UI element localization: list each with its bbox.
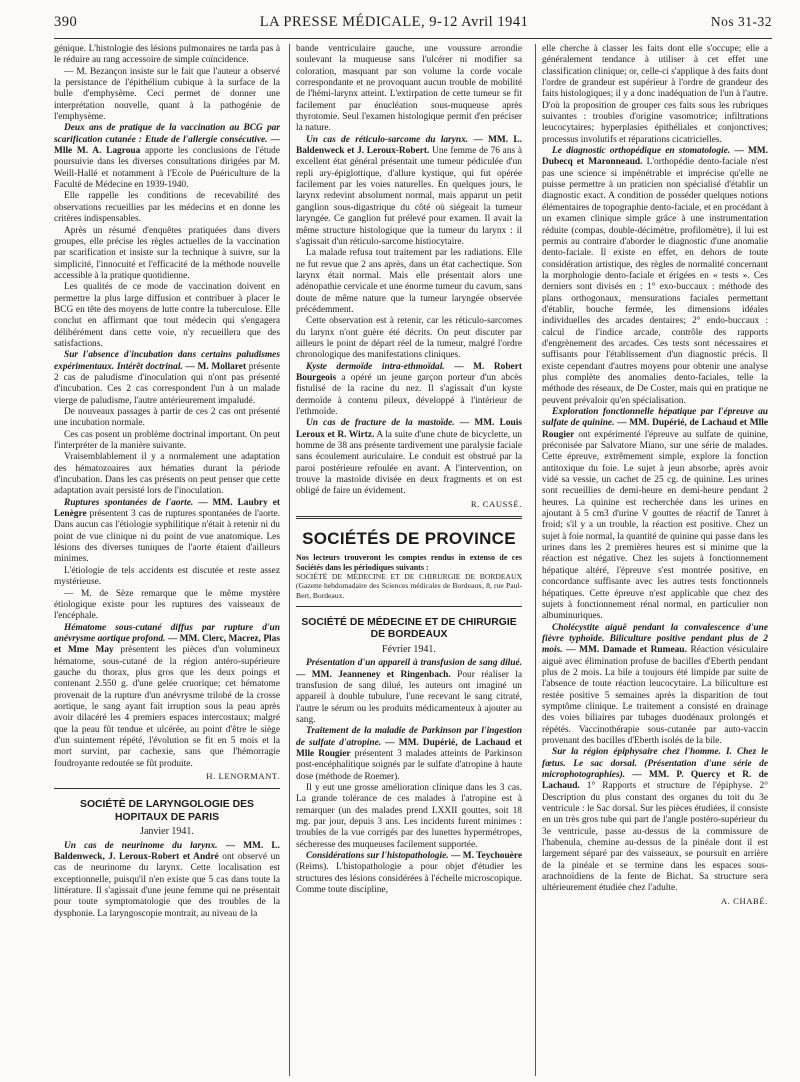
article-text: a opéré un jeune garçon porteur d'un abcès fistulisé de la racine du nez. Il s'agissait d'un kyste dermoïde à contenu pileux, développé à l'intérieur de l'ethmoïde.	[296, 372, 522, 417]
article-title: Considérations sur l'histopathologie.	[306, 851, 449, 862]
article-title: Exploration fonctionnelle hépatique par l'épreuve au sulfate de quinine.	[542, 407, 768, 429]
article	[296, 135, 522, 248]
page-header	[54, 14, 772, 39]
paragraph: elle cherche à classer les faits dont elle s'occupe; elle a généralement tendance à utiliser à cet effet une classification clinique; or, celle-ci s'applique à des faits dont l'ordre de grandeur est supérieur à l'ordre de grandeur des faits histologiques; il y a donc inadéquation de l'un à l'autre. D'où la proposition de grouper ces faits sous les rubriques suivantes : troubles d'origine vasomotrice; infiltrations leucocytaires; hyperplasies épithéliales et conjonctives; processus involutifs et réparations cicatricielles.	[542, 44, 768, 145]
article-authors: — MM. Dubecq et Maronneaud.	[542, 146, 768, 168]
section-title: SOCIÉTÉ DE MÉDECINE ET DE CHIRURGIE DE BORDEAUX	[301, 616, 517, 641]
section-divider	[296, 606, 522, 607]
section-date: Janvier 1941.	[140, 826, 194, 838]
article-title: Kyste dermoïde intra-ethmoïdal.	[306, 361, 445, 372]
article-title: Présentation d'un appareil à transfusion de sang dilué.	[306, 658, 522, 669]
article-title: Sur l'absence d'incubation dans certains paludismes expérimentaux. Intérêt doctrinal.	[54, 350, 280, 372]
article-text: L'orthopédie dento-faciale n'est pas une science si impénétrable et imprécise qu'elle ne puisse permettre à un praticien non spécialisé d'établir un diagnostic exact. A condition de posséder quelques notions élémentaires de topographie dento-faciale, et en procédant à un examen clinique simple grâce à une instrumentation réduite (compas, double-décimètre, profilomètre), il lui est permis au contraire d'aborder le diagnostic d'une anomalie dento-faciale. Il existe en effet, en dehors de toute considération artistique, des règles de normalité concernant la morphologie dento-faciale et érigées en « tests ». Ces derniers sont divisés en : 1° exo-buccaux : méthode des plans orthogonaux, mensurations faciales permettant d'établir, bouche fermée, les dimensions idéales individuelles des arcades dentaires; 2° endo-buccaux : calcul de l'indice arcade, contrôle des rapports d'engrènement des arcades. Ces tests sont nécessaires et suffisants pour l'établissement d'un diagnostic précis. Il existe cependant d'autres moyens pour obtenir une analyse plus complète des anomalies dento-faciales, telle la méthode des réseaux, de De Coster, mais qui en pratique ne peuvent prévaloir qu'en spécialisation.	[542, 157, 768, 406]
article-authors: — Mlle M. A. Lagroua	[54, 134, 280, 157]
article-title: Un cas de fracture de la mastoïde.	[306, 418, 455, 429]
article	[296, 418, 522, 497]
paragraph: — M. Bezançon insiste sur le fait que l'auteur a observé la persistance de l'épithélium cubique à la surface de la bulle d'emphysème. Ceci permet de donner une interprétation nouvelle, quant à la pathogénie de l'emphysème.	[54, 66, 280, 123]
article-title: Sur la région épiphysaire chez l'homme. I. Chez le fœtus. Le sac dorsal. (Présentation d'une série de microphotographies).	[542, 747, 768, 780]
paragraph: Ces cas posent un problème doctrinal important. On peut l'interpréter de la manière suivante.	[54, 429, 280, 452]
article	[54, 841, 280, 920]
paragraph: L'étiologie de tels accidents est discutée et reste assez mystérieuse.	[54, 565, 280, 588]
article-text: A la suite d'une chute de bicyclette, un homme de 38 ans présente tardivement une paralysie faciale sans écoulement auriculaire. Le conduit est obstrué par la paroi postérieure refoulée en avant. A l'intervention, on trouve la mastoïde divisée en deux fragments et on est obligé de faire un évidement.	[296, 429, 522, 497]
paragraph: Vraisemblablement il y a normalement une adaptation des hématozoaires aux hématies durant la période d'incubation. Dans les cas présents on peut penser que cette adaptation avait persisté lors de l'inoculation.	[54, 452, 280, 497]
article-title: Traitement de la maladie de Parkinson par l'ingestion de sulfate d'atropine.	[296, 726, 522, 748]
signature: H. LENORMANT.	[206, 771, 280, 781]
journal-name: LA PRESSE MÉDICALE,	[259, 14, 426, 30]
article-text: Une femme de 76 ans à excellent état général présentait une tumeur pédiculée d'un repli ary-épiglottique, d'allure kystique, qui fut opérée facilement par les voies naturelles. En quelques jours, le larynx redevint absolument normal, mais apparut un petit ganglion sous-digastrique du côté où siégeait la tumeur laryngée. Ce ganglion fut prélevé pour examen. Il avait la même structure histologique que la tumeur du larynx : il s'agissait d'un réticulo-sarcome histiocytaire.	[296, 146, 522, 247]
article-authors: — MM. Clerc, Macrez, Plas et Mme May	[54, 633, 280, 656]
page-number: 390	[54, 14, 78, 30]
article	[542, 407, 768, 623]
issue-date: 9-12 Avril 1941	[429, 14, 529, 30]
article-authors: — MM. Dupérié, de Lachaud et Mlle Rougier	[542, 418, 768, 440]
column-right	[542, 44, 768, 1076]
article-authors: — MM. Damade et Rumeau.	[566, 645, 687, 656]
article-text: Pour réaliser la transfusion de sang dilué, les auteurs ont imaginé un appareil à double tubulure, l'une recevant le sang citraté, l'autre le sérum ou les produits médicamenteux à ajouter au sang.	[296, 669, 522, 725]
text-columns	[54, 44, 776, 1076]
article-authors: — M. Mollaret	[185, 361, 247, 372]
journal-title	[260, 14, 529, 31]
article-authors: — MM. Dupérié, de Lachaud et Mlle Rougier	[296, 737, 522, 759]
article-text: apporte les conclusions de l'étude poursuivie dans les diverses consultations dirigées par M. Weill-Hallé et notamment à l'Ecole de Puériculture de la Faculté de Médecine en 1939-1940.	[54, 146, 280, 191]
paragraph: Les qualités de ce mode de vaccination doivent en permettre la plus large diffusion et contribuer à placer le BCG en tête des moyens de lutte contre la tuberculose. Elle conclut en affirmant que tout médecin qui s'engagera délibérément dans cette voie, n'y recueillera que des satisfactions.	[54, 282, 280, 349]
paragraph: Elle rappelle les conditions de recevabilité des observations recueillies par les médecins et en donne les critères indispensables.	[54, 191, 280, 225]
paragraph: Cette observation est à retenir, car les réticulo-sarcomes du larynx n'ont guère été décrits. On peut discuter par ailleurs le point de départ réel de la tumeur, malgré l'ordre chronologique des manifestations cliniques.	[296, 316, 522, 361]
article-text: ont observé un cas de neurinome du larynx. Cette localisation est exceptionnelle, puisqu'il n'en existe que 5 cas dans toute la littérature. Il s'agissait d'une jeune femme qui ne présentait pour toute symptomatologie que des troubles de la dysphonie. La laryngoscopie montrait, au niveau de la	[54, 852, 280, 919]
paragraph: bande ventriculaire gauche, une voussure arrondie soulevant la muqueuse sans l'ulcérer ni modifier sa coloration, masquant par son volume la corde vocale correspondante et ne provoquant aucun trouble de mobilité de l'hémi-larynx atteint. L'extirpation de cette tumeur se fit facilement par énucléation sous-muqueuse après thyrotomie. Seul l'examen histologique permit d'en préciser la nature.	[296, 44, 522, 134]
column-rule	[289, 44, 290, 1076]
article	[296, 851, 522, 896]
issue-number: Nos 31-32	[710, 14, 772, 29]
paragraph: génique. L'histologie des lésions pulmonaires ne tarda pas à le réduire au rang accessoire de simple coïncidence.	[54, 44, 280, 66]
article-text: 1° Rapports et structure de l'épiphyse. 2° Description du plus constant des organes du toit du 3e ventricule : le Sac dorsal. Sur les pièces étudiées, il consiste en un très gros tube qui part de l'angle postéro-supérieur du 3e ventricule, passe au-dessus de la commissure de l'habenula, chemine au-dessus de la pinéale dont il est largement séparé par des vaisseaux, se poursuit en arrière de la pinéale et se termine dans les espaces sous-arachnoïdiens de la fente de Bichat. Sa structure sera ultérieurement étudiée chez l'adulte.	[542, 781, 768, 894]
article-authors: — M. Teychouère	[450, 851, 522, 862]
article	[54, 123, 280, 191]
article-text: présentent 3 malades atteints de Parkinson post-encéphalitique soignés par le sulfate d'atropine à haute dose (méthode de Roemer).	[296, 748, 522, 782]
article-title: Hématome sous-cutané diffus par rupture d'un anévrysme aortique profond.	[54, 622, 280, 644]
article-authors: — MM. Louis Leroux et R. Wirtz.	[296, 418, 522, 440]
article-authors: — MM. Laubry et Lenègre	[54, 497, 280, 520]
section-date: Février 1941.	[382, 643, 436, 655]
article-text: (Reims). L'histopathologie a pour objet d'étudier les structures des lésions considérées à l'échelle microscopique. Comme toute discipline,	[296, 862, 522, 896]
article	[542, 747, 768, 894]
article-text: présentent 3 cas de ruptures spontanées de l'aorte. Dans aucun cas l'étiologie syphilitique n'était à retenir ni du point de vue clinique ni du point de vue anatomique. Les lésions des diverses tuniques de l'aorte étaient d'ailleurs minimes.	[54, 509, 280, 565]
paragraph: — M. de Sèze remarque que le même mystère étiologique existe pour les ruptures des vaisseaux de l'encéphale.	[54, 588, 280, 622]
article-text: présente 2 cas de paludisme d'inoculation qui n'ont pas présenté d'incubation. Ces 2 cas correspondent l'un à un malade vierge de paludisme, l'autre antérieurement impaludé.	[54, 361, 280, 406]
article-title: Cholécystite aiguë pendant la convalescence d'une fièvre typhoïde. Biliculture positive pendant plus de 2 mois.	[542, 622, 768, 656]
section-title: SOCIÉTÉ DE LARYNGOLOGIE DES HOPITAUX DE PARIS	[80, 799, 254, 823]
article	[54, 498, 280, 566]
column-left	[54, 44, 280, 1076]
article-title: Un cas de réticulo-sarcome du larynx.	[306, 134, 469, 145]
article-text: ont expérimenté l'épreuve au sulfate de quinine, préconisée par Salvatore Miano, sur une série de malades. Cette épreuve, extrêmement simple, explore la fonction antitoxique du foie. Le sujet à jeun absorbe, après avoir vidé sa vessie, un cachet de 25 cg. de quinine. Les urines sont recueillies de demi-heure en demi-heure pendant 2 heures. La quinine est recherchée dans les urines en ajoutant à 5 cm3 d'urine V gouttes de réactif de Tanret à froid; s'il y a un trouble, la réaction est positive. Chez un sujet à foie normal, la quantité de quinine qui passe dans les urines dans les 2 premières heures est si minime que la réaction est négative. Chez les sujets à fonctionnement hépatique altéré, l'épreuve s'est montrée positive, en concordance suffisante avec les autres tests fonctionnels hépatiques. Cette épreuve n'est applicable que chez des sujets à fonctionnement rénal normal, en particulier non albuminuriques.	[542, 429, 768, 622]
article-authors: — MM. L. Baldenweck, J. Leroux-Robert et André	[54, 840, 280, 863]
banner-title: SOCIÉTÉS DE PROVINCE	[302, 529, 516, 549]
article-title: Le diagnostic orthopédique en stomatologie.	[552, 146, 731, 157]
signature: R. CAUSSÉ.	[470, 498, 522, 509]
article-title: Deux ans de pratique de la vaccination au BCG par scarification cutanée : Etude de l'allergie consécutive.	[54, 123, 280, 145]
paragraph: De nouveaux passages à partir de ces 2 cas ont présenté une incubation normale.	[54, 407, 280, 429]
article-authors: — M. Robert Bourgeois	[296, 361, 522, 383]
article	[54, 623, 280, 770]
article-text: Réaction vésiculaire aiguë avec élimination profuse de bacilles d'Eberth pendant plus de 2 mois. La bile a toujours été limpide par suite de l'absence de toute réaction leucocytaire. La biliculture est restée positive 5 semaines après la disparition de tout symptôme clinique. Le traitement a consisté en drainage des voies biliaires par tubages duodénaux prolongés et répétés. Vaccinothérapie sous-cutanée par auto-vaccin provenant des bacilles d'Eberth isolés de la bile.	[542, 645, 768, 746]
paragraph: Après un résumé d'enquêtes pratiquées dans divers groupes, elle précise les règles actuelles de la vaccination par scarification et insiste sur la technique à suivre, sur la simplicité, l'innocuité et l'efficacité de la méthode nouvelle accessible à la pratique quotidienne.	[54, 225, 280, 281]
article	[296, 362, 522, 419]
article-title: Ruptures spontanées de l'aorte.	[64, 497, 194, 508]
article-text: présentent les pièces d'un volumineux hématome, sous-cutané de la région antéro-supérieure gauche du thorax, plus gros que les deux poings et contenant 2.550 g. d'une gelée cruorique; cet hématome provenait de la rupture d'un anévrysme trilobé de la crosse aortique, le sang ayant fait irruption sous la peau après avoir dilacéré les 4 premiers espaces intercostaux; malgré que la peau fût tendue et ulcérée, au point d'être le siège d'un suintement répété, l'évolution se fit en 5 mois et la mort survint, par cachexie, sans que l'hémorragie foudroyante redoutée se fût produite.	[54, 645, 280, 769]
article	[542, 623, 768, 748]
article	[296, 658, 522, 726]
editorial-note: Nos lecteurs trouveront les comptes rendus in extenso de ces Sociétés dans les périodiques suivants :	[296, 553, 522, 572]
article-authors: — MM. Jeanneney et Ringenbach.	[296, 669, 451, 680]
article-title: Un cas de neurinome du larynx.	[64, 840, 218, 851]
signature: A. CHABÉ.	[720, 895, 768, 906]
article	[296, 726, 522, 783]
column-rule	[535, 44, 536, 1076]
column-middle	[296, 44, 522, 1076]
paragraph: La malade refusa tout traitement par les radiations. Elle ne fut revue que 2 ans après, dans un état cachectique. Son larynx était normal. Mais elle présentait alors une adénopathie cervicale et une énorme tumeur du cavum, sans doute de même nature que la tumeur laryngée observée précédemment.	[296, 248, 522, 315]
article-authors: — MM. P. Quercy et R. de Lachaud.	[542, 770, 768, 792]
paragraph: Il y eut une grosse amélioration clinique dans les 3 cas. La grande tolérance de ces malades à l'atropine est à remarquer (un des malades prend LXXII gouttes, soit 18 mg. par jour, depuis 3 ans. Les incidents furent minimes : troubles de la vue corrigés par des lunettes hypermétropes, sécheresse des muqueuses facilement supportée.	[296, 783, 522, 850]
editorial-note-detail: SOCIÉTÉ DE MÉDECINE ET DE CHIRURGIE DE BORDEAUX (Gazette hebdomadaire des Sciences médicales de Bordeaux, 8, rue Paul-Bert, Bordeaux.	[296, 572, 522, 600]
article-authors: — MM. L. Baldenweck et J. Leroux-Robert.	[296, 134, 522, 157]
article	[54, 350, 280, 407]
section-divider	[296, 516, 522, 519]
article	[542, 146, 768, 407]
section-divider	[54, 788, 280, 789]
